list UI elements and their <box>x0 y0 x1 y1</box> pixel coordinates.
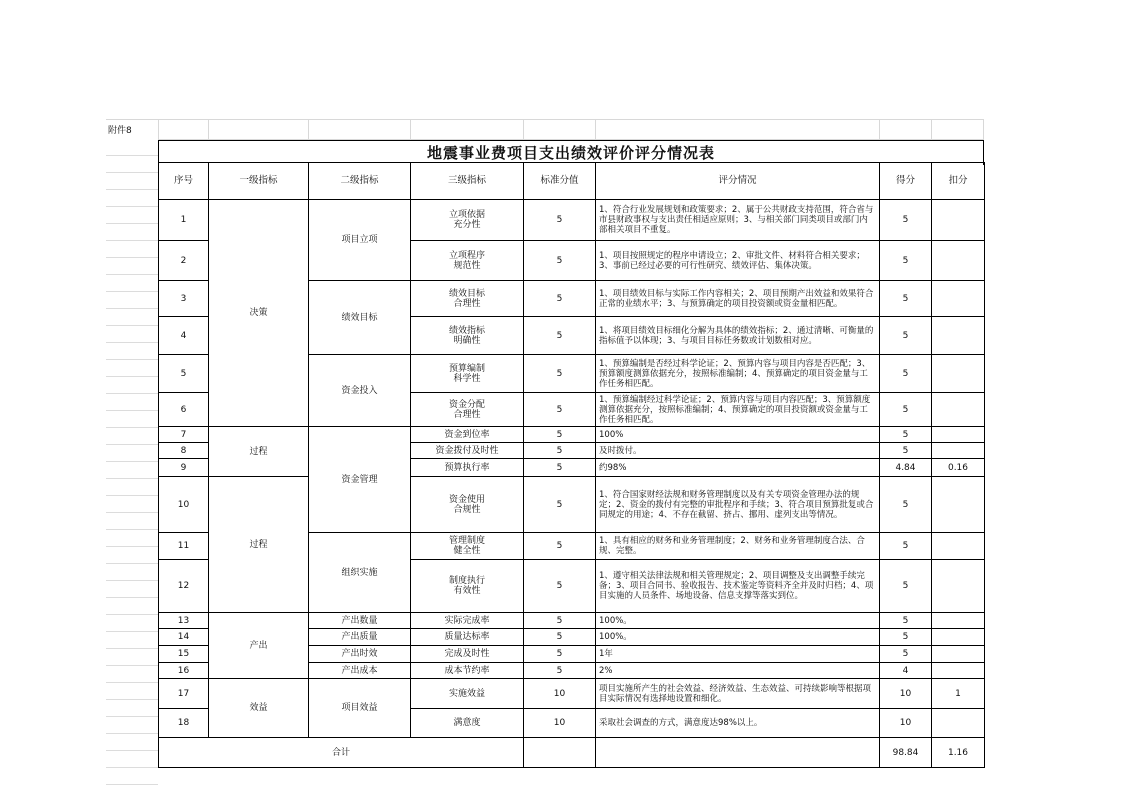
cell-no: 16 <box>159 663 209 679</box>
cell-deduction <box>932 427 985 443</box>
cell-level3: 满意度 <box>411 709 524 738</box>
cell-deduction <box>932 281 985 317</box>
cell-detail: 采取社会调查的方式，满意度达98%以上。 <box>596 709 880 738</box>
cell-deduction <box>932 560 985 613</box>
cell-no: 11 <box>159 533 209 560</box>
cell-level3: 立项程序 规范性 <box>411 241 524 281</box>
total-detail-blank <box>596 738 880 768</box>
cell-deduction <box>932 355 985 393</box>
cell-detail: 1、符合国家财经法规和财务管理制度以及有关专项资金管理办法的规定；2、资金的拨付有完整的审批程序和手续；3、符合项目预算批复或合同规定的用途；4、不存在截留、挤占、挪用、虚列支出等情况。 <box>596 477 880 533</box>
cell-detail: 1、项目绩效目标与实际工作内容相关；2、项目预期产出效益和效果符合正常的业绩水平；3、与预算确定的项目投资额或资金量相匹配。 <box>596 281 880 317</box>
cell-level3: 绩效目标 合理性 <box>411 281 524 317</box>
cell-detail: 1、项目按照规定的程序申请设立；2、审批文件、材料符合相关要求；3、事前已经过必要的可行性研究、绩效评估、集体决策。 <box>596 241 880 281</box>
cell-detail: 约98% <box>596 459 880 477</box>
attachment-label: 附件8 <box>108 126 132 136</box>
cell-level3: 制度执行 有效性 <box>411 560 524 613</box>
cell-standard-score: 5 <box>524 646 596 663</box>
total-label: 合计 <box>159 738 524 768</box>
cell-detail: 1、将项目绩效目标细化分解为具体的绩效指标；2、通过清晰、可衡量的指标值予以体现；3、与项目目标任务数或计划数相对应。 <box>596 317 880 355</box>
cell-standard-score: 5 <box>524 427 596 443</box>
spreadsheet-sheet <box>106 119 984 758</box>
cell-detail: 及时拨付。 <box>596 443 880 459</box>
cell-deduction <box>932 477 985 533</box>
cell-standard-score: 5 <box>524 241 596 281</box>
cell-score: 5 <box>880 533 932 560</box>
total-standard-blank <box>524 738 596 768</box>
evaluation-table <box>158 162 985 768</box>
cell-score: 5 <box>880 200 932 241</box>
cell-level2: 产出时效 <box>309 646 411 663</box>
cell-deduction <box>932 629 985 646</box>
cell-level3: 管理制度 健全性 <box>411 533 524 560</box>
cell-deduction <box>932 709 985 738</box>
cell-detail: 项目实施所产生的社会效益、经济效益、生态效益、可持续影响等根据项目实际情况有选择地设置和细化。 <box>596 679 880 709</box>
total-row <box>159 738 985 768</box>
cell-score: 5 <box>880 646 932 663</box>
cell-standard-score: 5 <box>524 459 596 477</box>
cell-level3: 成本节约率 <box>411 663 524 679</box>
cell-deduction: 1 <box>932 679 985 709</box>
cell-level2: 组织实施 <box>309 533 411 613</box>
cell-no: 4 <box>159 317 209 355</box>
cell-standard-score: 5 <box>524 200 596 241</box>
cell-no: 9 <box>159 459 209 477</box>
cell-detail: 1、具有相应的财务和业务管理制度；2、财务和业务管理制度合法、合规、完整。 <box>596 533 880 560</box>
header-level1: 一级指标 <box>209 163 309 200</box>
cell-standard-score: 5 <box>524 443 596 459</box>
cell-deduction <box>932 241 985 281</box>
cell-deduction <box>932 533 985 560</box>
cell-level3: 绩效指标 明确性 <box>411 317 524 355</box>
cell-no: 8 <box>159 443 209 459</box>
cell-no: 1 <box>159 200 209 241</box>
cell-standard-score: 5 <box>524 663 596 679</box>
header-standard-score: 标准分值 <box>524 163 596 200</box>
cell-no: 2 <box>159 241 209 281</box>
total-score: 98.84 <box>880 738 932 768</box>
cell-level3: 实际完成率 <box>411 613 524 629</box>
cell-no: 13 <box>159 613 209 629</box>
cell-detail: 1、符合行业发展规划和政策要求；2、属于公共财政支持范围，符合省与市县财政事权与支出责任相适应原则；3、与相关部门同类项目或部门内部相关项目不重复。 <box>596 200 880 241</box>
cell-standard-score: 5 <box>524 355 596 393</box>
cell-level2: 资金投入 <box>309 355 411 427</box>
cell-score: 5 <box>880 427 932 443</box>
cell-no: 5 <box>159 355 209 393</box>
cell-standard-score: 10 <box>524 709 596 738</box>
cell-no: 10 <box>159 477 209 533</box>
cell-no: 18 <box>159 709 209 738</box>
table-row <box>159 427 985 443</box>
cell-detail: 1、预算编制经过科学论证；2、预算内容与项目内容匹配；3、预算额度测算依据充分，按照标准编制；4、预算确定的项目投资额或资金量与工作任务相匹配。 <box>596 393 880 427</box>
header-level2: 二级指标 <box>309 163 411 200</box>
attachment-row <box>106 119 984 140</box>
header-score: 得分 <box>880 163 932 200</box>
cell-standard-score: 5 <box>524 613 596 629</box>
cell-score: 5 <box>880 241 932 281</box>
cell-score: 5 <box>880 393 932 427</box>
cell-score: 5 <box>880 317 932 355</box>
cell-level1: 过程 <box>209 477 309 613</box>
cell-level3: 资金分配 合理性 <box>411 393 524 427</box>
total-deduction: 1.16 <box>932 738 985 768</box>
cell-level2: 产出质量 <box>309 629 411 646</box>
cell-standard-score: 5 <box>524 477 596 533</box>
cell-deduction <box>932 646 985 663</box>
cell-level2: 产出成本 <box>309 663 411 679</box>
table-row <box>159 477 985 533</box>
cell-no: 17 <box>159 679 209 709</box>
cell-deduction <box>932 663 985 679</box>
cell-detail: 1年 <box>596 646 880 663</box>
cell-score: 4.84 <box>880 459 932 477</box>
cell-score: 5 <box>880 560 932 613</box>
cell-detail: 100% <box>596 427 880 443</box>
cell-level2: 绩效目标 <box>309 281 411 355</box>
cell-no: 6 <box>159 393 209 427</box>
cell-level1: 过程 <box>209 427 309 477</box>
cell-standard-score: 5 <box>524 393 596 427</box>
cell-deduction <box>932 443 985 459</box>
cell-no: 3 <box>159 281 209 317</box>
cell-score: 10 <box>880 709 932 738</box>
cell-deduction <box>932 317 985 355</box>
cell-score: 4 <box>880 663 932 679</box>
cell-score: 5 <box>880 477 932 533</box>
cell-detail: 1、遵守相关法律法规和相关管理规定；2、项目调整及支出调整手续完备；3、项目合同书、验收报告、技术鉴定等资料齐全并及时归档；4、项目实施的人员条件、场地设备、信息支撑等落实到位。 <box>596 560 880 613</box>
cell-level3: 资金使用 合规性 <box>411 477 524 533</box>
cell-standard-score: 5 <box>524 281 596 317</box>
cell-level3: 预算编制 科学性 <box>411 355 524 393</box>
cell-score: 5 <box>880 613 932 629</box>
table-row <box>159 679 985 709</box>
cell-level2: 资金管理 <box>309 427 411 533</box>
cell-level3: 预算执行率 <box>411 459 524 477</box>
cell-score: 5 <box>880 281 932 317</box>
header-level3: 三级指标 <box>411 163 524 200</box>
cell-score: 5 <box>880 355 932 393</box>
cell-no: 12 <box>159 560 209 613</box>
cell-level3: 实施效益 <box>411 679 524 709</box>
cell-no: 14 <box>159 629 209 646</box>
cell-deduction <box>932 613 985 629</box>
header-deduction: 扣分 <box>932 163 985 200</box>
left-gridlines <box>106 139 158 793</box>
cell-detail: 100%。 <box>596 613 880 629</box>
cell-no: 7 <box>159 427 209 443</box>
cell-standard-score: 5 <box>524 560 596 613</box>
cell-level3: 质量达标率 <box>411 629 524 646</box>
table-row <box>159 613 985 629</box>
cell-level1: 效益 <box>209 679 309 738</box>
cell-level3: 资金拨付及时性 <box>411 443 524 459</box>
header-row <box>159 163 985 200</box>
cell-detail: 100%。 <box>596 629 880 646</box>
table-row <box>159 200 985 241</box>
cell-deduction <box>932 393 985 427</box>
cell-level3: 资金到位率 <box>411 427 524 443</box>
page-title: 地震事业费项目支出绩效评价评分情况表 <box>426 144 715 162</box>
cell-level1: 产出 <box>209 613 309 679</box>
cell-level2: 产出数量 <box>309 613 411 629</box>
cell-standard-score: 5 <box>524 317 596 355</box>
cell-score: 5 <box>880 443 932 459</box>
cell-no: 15 <box>159 646 209 663</box>
cell-standard-score: 5 <box>524 533 596 560</box>
cell-score: 10 <box>880 679 932 709</box>
cell-score: 5 <box>880 629 932 646</box>
cell-level3: 立项依据 充分性 <box>411 200 524 241</box>
cell-deduction: 0.16 <box>932 459 985 477</box>
cell-level2: 项目立项 <box>309 200 411 281</box>
cell-level2: 项目效益 <box>309 679 411 738</box>
cell-level3: 完成及时性 <box>411 646 524 663</box>
header-evaluation: 评分情况 <box>596 163 880 200</box>
cell-standard-score: 5 <box>524 629 596 646</box>
cell-detail: 1、预算编制是否经过科学论证；2、预算内容与项目内容是否匹配；3、预算额度测算依据充分，按照标准编制；4、预算确定的项目资金量与工作任务相匹配。 <box>596 355 880 393</box>
cell-standard-score: 10 <box>524 679 596 709</box>
header-no: 序号 <box>159 163 209 200</box>
cell-detail: 2% <box>596 663 880 679</box>
cell-level1: 决策 <box>209 200 309 427</box>
cell-deduction <box>932 200 985 241</box>
